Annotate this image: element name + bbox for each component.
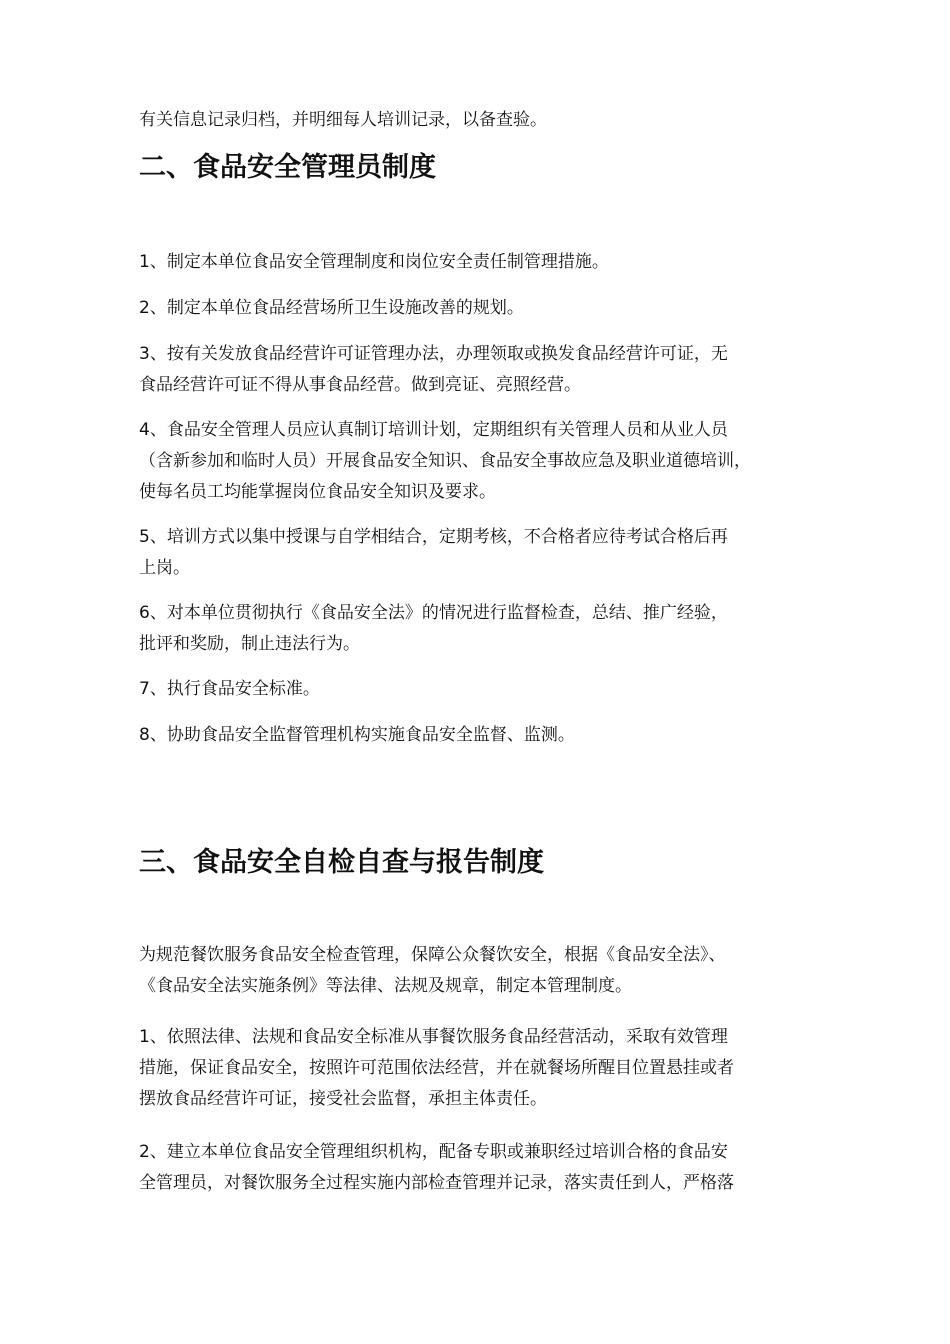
s3-item: 2、建立本单位食品安全管理组织机构，配备专职或兼职经过培训合格的食品安 全管理员，对餐饮服务全过程实施内部检查管理并记录，落实责任到人，严格落 [139,1142,734,1193]
s2-item: 8、协助食品安全监督管理机构实施食品安全监督、监测。 [139,725,575,745]
s2-item: 5、培训方式以集中授课与自学相结合，定期考核，不合格者应待考试合格后再 上岗。 [139,527,728,578]
s3-item: 为规范餐饮服务食品安全检查管理，保障公众餐饮安全，根据《食品安全法》、 《食品安全法实施条例》等法律、法规及规章，制定本管理制度。 [139,945,726,996]
s2-item: 3、按有关发放食品经营许可证管理办法，办理领取或换发食品经营许可证，无 食品经营许可证不得从事食品经营。做到亮证、亮照经营。 [139,344,728,395]
section-3-heading: 三、食品安全自检自查与报告制度 [139,847,544,878]
s3-item: 1、依照法律、法规和食品安全标准从事餐饮服务食品经营活动，采取有效管理 措施，保证食品安全，按照许可范围依法经营，并在就餐场所醒目位置悬挂或者 摆放食品经营许可证，接受社会监督，承担主体责任。 [139,1027,734,1109]
section-2-heading: 二、食品安全管理员制度 [139,152,436,183]
intro-fragment: 有关信息记录归档，并明细每人培训记录，以备查验。 [139,110,547,130]
s2-item: 6、对本单位贯彻执行《食品安全法》的情况进行监督检查，总结、推广经验， 批评和奖励，制止违法行为。 [139,603,728,654]
s2-item: 2、制定本单位食品经营场所卫生设施改善的规划。 [139,298,524,318]
s2-item: 7、执行食品安全标准。 [139,679,320,699]
s2-item: 4、食品安全管理人员应认真制订培训计划，定期组织有关管理人员和从业人员 （含新参加和临时人员）开展食品安全知识、食品安全事故应急及职业道德培训， 使每名员工均能掌握岗位食品安全知识及要求。 [139,420,751,502]
s2-item: 1、制定本单位食品安全管理制度和岗位安全责任制管理措施。 [139,252,609,272]
